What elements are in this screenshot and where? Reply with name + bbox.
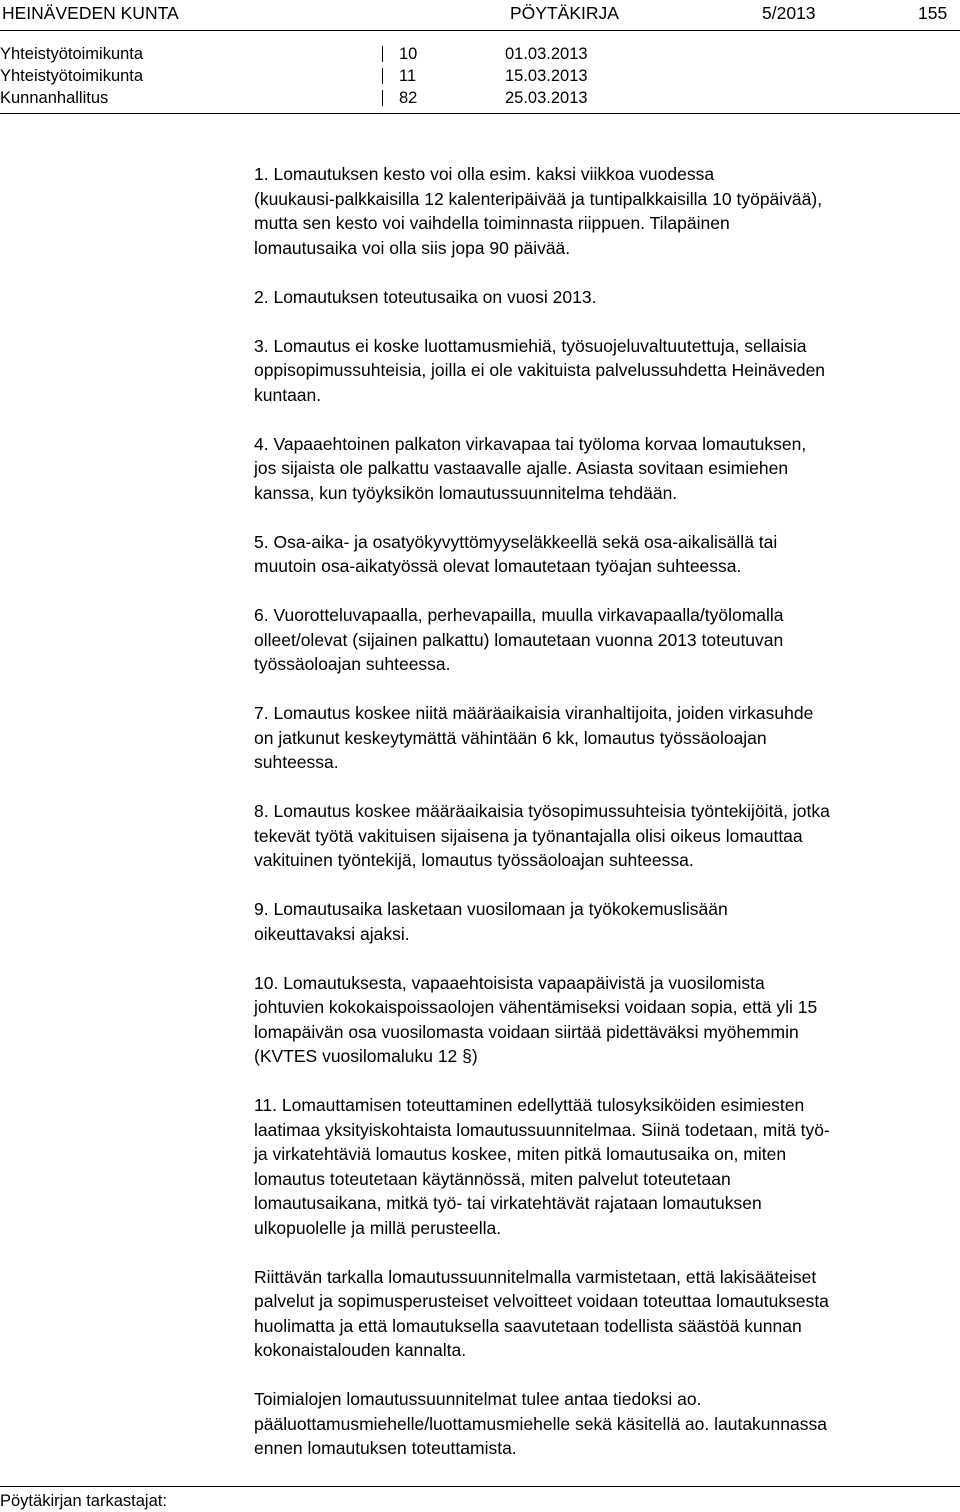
meeting-date: 15.03.2013	[505, 67, 588, 85]
meeting-row	[0, 87, 960, 109]
section-mark	[382, 68, 383, 84]
paragraph-line: oppisopimussuhteisia, joilla ei ole vakituista palvelussuhdetta Heinäveden	[254, 360, 826, 380]
section-mark	[382, 90, 383, 106]
paragraph-line: Riittävän tarkalla lomautussuunnitelmalla varmistetaan, että lakisääteiset	[254, 1266, 817, 1287]
paragraph-line: 2. Lomautuksen toteutusaika on vuosi 2013.	[254, 286, 597, 307]
footer-rule	[0, 1486, 960, 1487]
meeting-body: Yhteistyötoimikunta	[0, 67, 144, 85]
meeting-body: Kunnanhallitus	[0, 89, 109, 107]
page-number: 155	[918, 3, 948, 23]
paragraph-line: vakituinen työntekijä, lomautus työssäoloajan suhteessa.	[254, 850, 694, 870]
paragraph	[254, 1093, 960, 1240]
paragraph-line: kokonaistalouden kannalta.	[254, 1340, 467, 1360]
paragraph-line: 1. Lomautuksen kesto voi olla esim. kaksi viikkoa vuodessa	[254, 164, 715, 184]
paragraph-line: on jatkunut keskeytymättä vähintään 6 kk, lomautus työssäoloajan	[254, 727, 767, 748]
paragraph-line: tekevät työtä vakituisen sijaisena ja työnantajalla olisi oikeus lomauttaa	[254, 825, 803, 846]
paragraph-line: 5. Osa-aika- ja osatyökyvyttömyyseläkkeellä sekä osa-aikalisällä tai	[254, 531, 778, 552]
meeting-date: 01.03.2013	[505, 45, 588, 63]
meeting-row	[0, 43, 960, 65]
paragraph-line: huolimatta ja että lomautuksella saavutetaan todellista säästöä kunnan	[254, 1315, 802, 1336]
document-body	[254, 162, 960, 1461]
meeting-section: 10	[399, 45, 418, 63]
paragraph	[254, 285, 960, 310]
paragraph-line: 3. Lomautus ei koske luottamusmiehiä, työsuojeluvaltuutettuja, sellaisia	[254, 335, 807, 356]
paragraph	[254, 1387, 960, 1461]
paragraph-line: pääluottamusmiehelle/luottamusmiehelle sekä käsitellä ao. lautakunnassa	[254, 1413, 827, 1434]
paragraph-line: palvelut ja sopimusperusteiset velvoitteet voidaan toteuttaa lomautuksesta	[254, 1291, 829, 1311]
document-type: PÖYTÄKIRJA	[510, 3, 619, 23]
paragraph-line: kuntaan.	[254, 384, 322, 405]
paragraph-line: 6. Vuorotteluvapaalla, perhevapailla, muulla virkavapaalla/työlomalla	[254, 605, 784, 625]
paragraph-line: 7. Lomautus koskee niitä määräaikaisia viranhaltijoita, joiden virkasuhde	[254, 703, 814, 723]
paragraph-line: ulkopuolelle ja millä perusteella.	[254, 1217, 502, 1238]
paragraph-line: lomautusaikana, mitkä työ- tai virkatehtävät rajataan lomautuksen	[254, 1193, 762, 1213]
paragraph	[254, 603, 960, 677]
paragraph	[254, 530, 960, 579]
meeting-section: 11	[399, 67, 417, 85]
paragraph-line: ennen lomautuksen toteuttamista.	[254, 1438, 517, 1458]
paragraph-line: laatimaa yksityiskohtaista lomautussuunnitelmaa. Siinä todetaan, mitä työ-	[254, 1119, 830, 1140]
paragraph-line: johtuvien kokokaispoissaolojen vähentämiseksi voidaan sopia, että yli 15	[254, 997, 818, 1017]
paragraph	[254, 334, 960, 408]
paragraph	[254, 799, 960, 873]
paragraph-line: 10. Lomautuksesta, vapaaehtoisista vapaapäivistä ja vuosilomista	[254, 972, 765, 993]
meeting-row	[0, 65, 960, 87]
municipality-name: HEINÄVEDEN KUNTA	[2, 3, 179, 23]
paragraph-line: (kuukausi-palkkaisilla 12 kalenteripäivää ja tuntipalkkaisilla 10 työpäivää),	[254, 188, 823, 209]
paragraph	[254, 897, 960, 946]
paragraph	[254, 432, 960, 506]
meeting-date: 25.03.2013	[505, 89, 588, 107]
paragraph-line: oikeuttavaksi ajaksi.	[254, 923, 410, 944]
paragraph-line: Toimialojen lomautussuunnitelmat tulee antaa tiedoksi ao.	[254, 1389, 702, 1409]
paragraph-line: kanssa, kun työyksikön lomautussuunnitelma tehdään.	[254, 482, 678, 503]
paragraph-line: 9. Lomautusaika lasketaan vuosilomaan ja työkokemuslisään	[254, 899, 728, 919]
meeting-body: Yhteistyötoimikunta	[0, 45, 144, 63]
paragraph-line: muutoin osa-aikatyössä olevat lomautetaan työajan suhteessa.	[254, 556, 742, 576]
paragraph-line: suhteessa.	[254, 752, 339, 772]
paragraph	[254, 162, 960, 260]
paragraph-line: ja virkatehtäviä lomautus koskee, miten pitkä lomautusaika on, miten	[254, 1144, 787, 1164]
paragraph-line: (KVTES vuosilomaluku 12 §)	[254, 1046, 478, 1066]
issue-number: 5/2013	[762, 3, 816, 23]
paragraph	[254, 701, 960, 775]
paragraph-line: mutta sen kesto voi vaihdella toiminnasta riippuen. Tilapäinen	[254, 213, 730, 233]
section-mark	[382, 46, 383, 62]
meeting-section: 82	[399, 89, 418, 107]
paragraph-line: jos sijaista ole palkattu vastaavalle ajalle. Asiasta sovitaan esimiehen	[254, 458, 789, 478]
meta-rule	[0, 113, 960, 114]
paragraph-line: työssäoloajan suhteessa.	[254, 654, 451, 674]
paragraph-line: 4. Vapaaehtoinen palkaton virkavapaa tai työloma korvaa lomautuksen,	[254, 433, 807, 454]
header-rule	[0, 30, 960, 31]
footer-label: Pöytäkirjan tarkastajat:	[0, 1492, 167, 1510]
paragraph	[254, 1265, 960, 1363]
paragraph-line: lomapäivän osa vuosilomasta voidaan siirtää pidettäväksi myöhemmin	[254, 1021, 799, 1042]
paragraph-line: 8. Lomautus koskee määräaikaisia työsopimussuhteisia työntekijöitä, jotka	[254, 801, 830, 821]
paragraph-line: 11. Lomauttamisen toteuttaminen edellyttää tulosyksiköiden esimiesten	[254, 1095, 805, 1115]
paragraph-line: lomautusaika voi olla siis jopa 90 päivää.	[254, 237, 571, 258]
paragraph-line: olleet/olevat (sijainen palkattu) lomautetaan vuonna 2013 toteutuvan	[254, 629, 784, 650]
paragraph-line: lomautus toteutetaan käytännössä, miten palvelut toteutetaan	[254, 1168, 731, 1189]
paragraph	[254, 971, 960, 1069]
